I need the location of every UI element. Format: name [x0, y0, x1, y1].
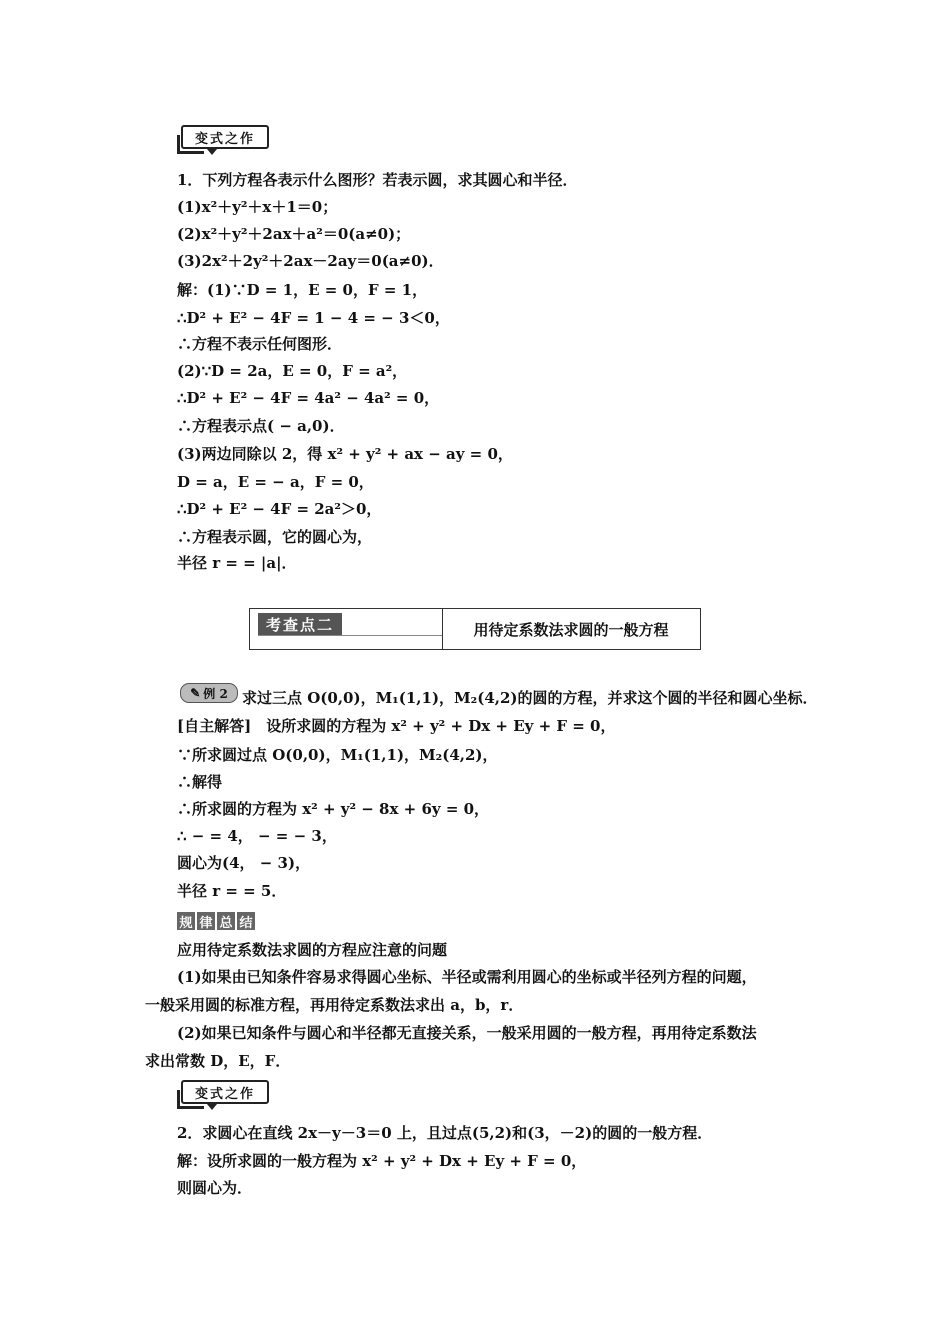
solution-line: D = a，E = − a，F = 0， [177, 473, 374, 491]
example2-line: 圆心为(4， − 3)， [177, 854, 311, 872]
problem2-solution: 则圆心为． [177, 1179, 253, 1197]
solution-line: 半径 r = = |a|． [177, 554, 297, 572]
example2-question: 求过三点 O(0,0)，M₁(1,1)，M₂(4,2)的圆的方程，并求这个圆的半径和圆心坐标． [242, 689, 818, 707]
guilv-char: 规 [177, 912, 195, 930]
solution-line: ∴方程不表示任何图形． [177, 335, 343, 353]
guilv-char: 结 [237, 912, 255, 930]
problem2-question: 2．求圆心在直线 2x－y－3＝0 上，且过点(5,2)和(3，－2)的圆的一般方程． [177, 1124, 713, 1142]
pencil-icon: ✎ [190, 686, 201, 700]
bianshi-badge [177, 125, 267, 155]
solution-line: ∴D² + E² − 4F = 1 − 4 = − 3＜0， [177, 309, 450, 327]
example2-line: [自主解答] 设所求圆的方程为 x² + y² + Dx + Ey + F = 0， [177, 717, 616, 735]
example-badge [180, 683, 238, 703]
summary-p1a: (1)如果由已知条件容易求得圆心坐标、半径或需利用圆心的坐标或半径列方程的问题， [177, 968, 757, 986]
summary-p2a: (2)如果已知条件与圆心和半径都无直接关系，一般采用圆的一般方程，再用待定系数法 [177, 1024, 757, 1042]
solution-line: ∴D² + E² − 4F = 2a²＞0， [177, 500, 382, 518]
problem2-solution: 解：设所求圆的一般方程为 x² + y² + Dx + Ey + F = 0， [177, 1152, 587, 1170]
solution-line: ∴方程表示圆，它的圆心为， [177, 528, 373, 546]
example-badge-label: 例 2 [203, 686, 228, 701]
problem1-eq1: (1)x²＋y²＋x＋1＝0； [177, 198, 338, 216]
example2-line: ∵所求圆过点 O(0,0)，M₁(1,1)，M₂(4,2)， [177, 746, 498, 764]
solution-line: ∴D² + E² − 4F = 4a² − 4a² = 0， [177, 389, 440, 407]
bianshi-badge-2 [177, 1080, 267, 1110]
example2-line: ∴解得 [177, 773, 223, 791]
example2-line: 半径 r = = 5． [177, 882, 287, 900]
problem1-eq2: (2)x²＋y²＋2ax＋a²＝0(a≠0)； [177, 225, 411, 243]
solution-line: ∴方程表示点( − a,0)． [177, 417, 345, 435]
kaodian-tag: 考查点二 [258, 613, 342, 635]
solution-line: (2)∵D = 2a，E = 0，F = a²， [177, 362, 408, 380]
example2-line: ∴ − = 4， − = − 3， [177, 827, 337, 845]
guilv-badge [177, 912, 255, 930]
problem1-question: 1．下列方程各表示什么图形？若表示圆，求其圆心和半径． [177, 171, 578, 189]
summary-p2b: 求出常数 D，E，F． [145, 1052, 291, 1070]
problem1-eq3: (3)2x²＋2y²＋2ax－2ay＝0(a≠0)． [177, 252, 444, 270]
bianshi-badge-label: 变式之作 [181, 1080, 269, 1104]
bianshi-badge-label: 变式之作 [181, 125, 269, 149]
kaodian-title: 用待定系数法求圆的一般方程 [473, 620, 669, 639]
solution-line: (3)两边同除以 2，得 x² + y² + ax − ay = 0， [177, 445, 513, 463]
guilv-char: 总 [217, 912, 235, 930]
summary-p1b: 一般采用圆的标准方程，再用待定系数法求出 a，b，r． [145, 996, 524, 1014]
summary-heading: 应用待定系数法求圆的方程应注意的问题 [177, 941, 448, 959]
guilv-char: 律 [197, 912, 215, 930]
example2-line: ∴所求圆的方程为 x² + y² − 8x + 6y = 0， [177, 800, 490, 818]
kaodian-header [249, 608, 701, 650]
solution-line: 解：(1)∵D = 1，E = 0，F = 1， [177, 281, 428, 299]
